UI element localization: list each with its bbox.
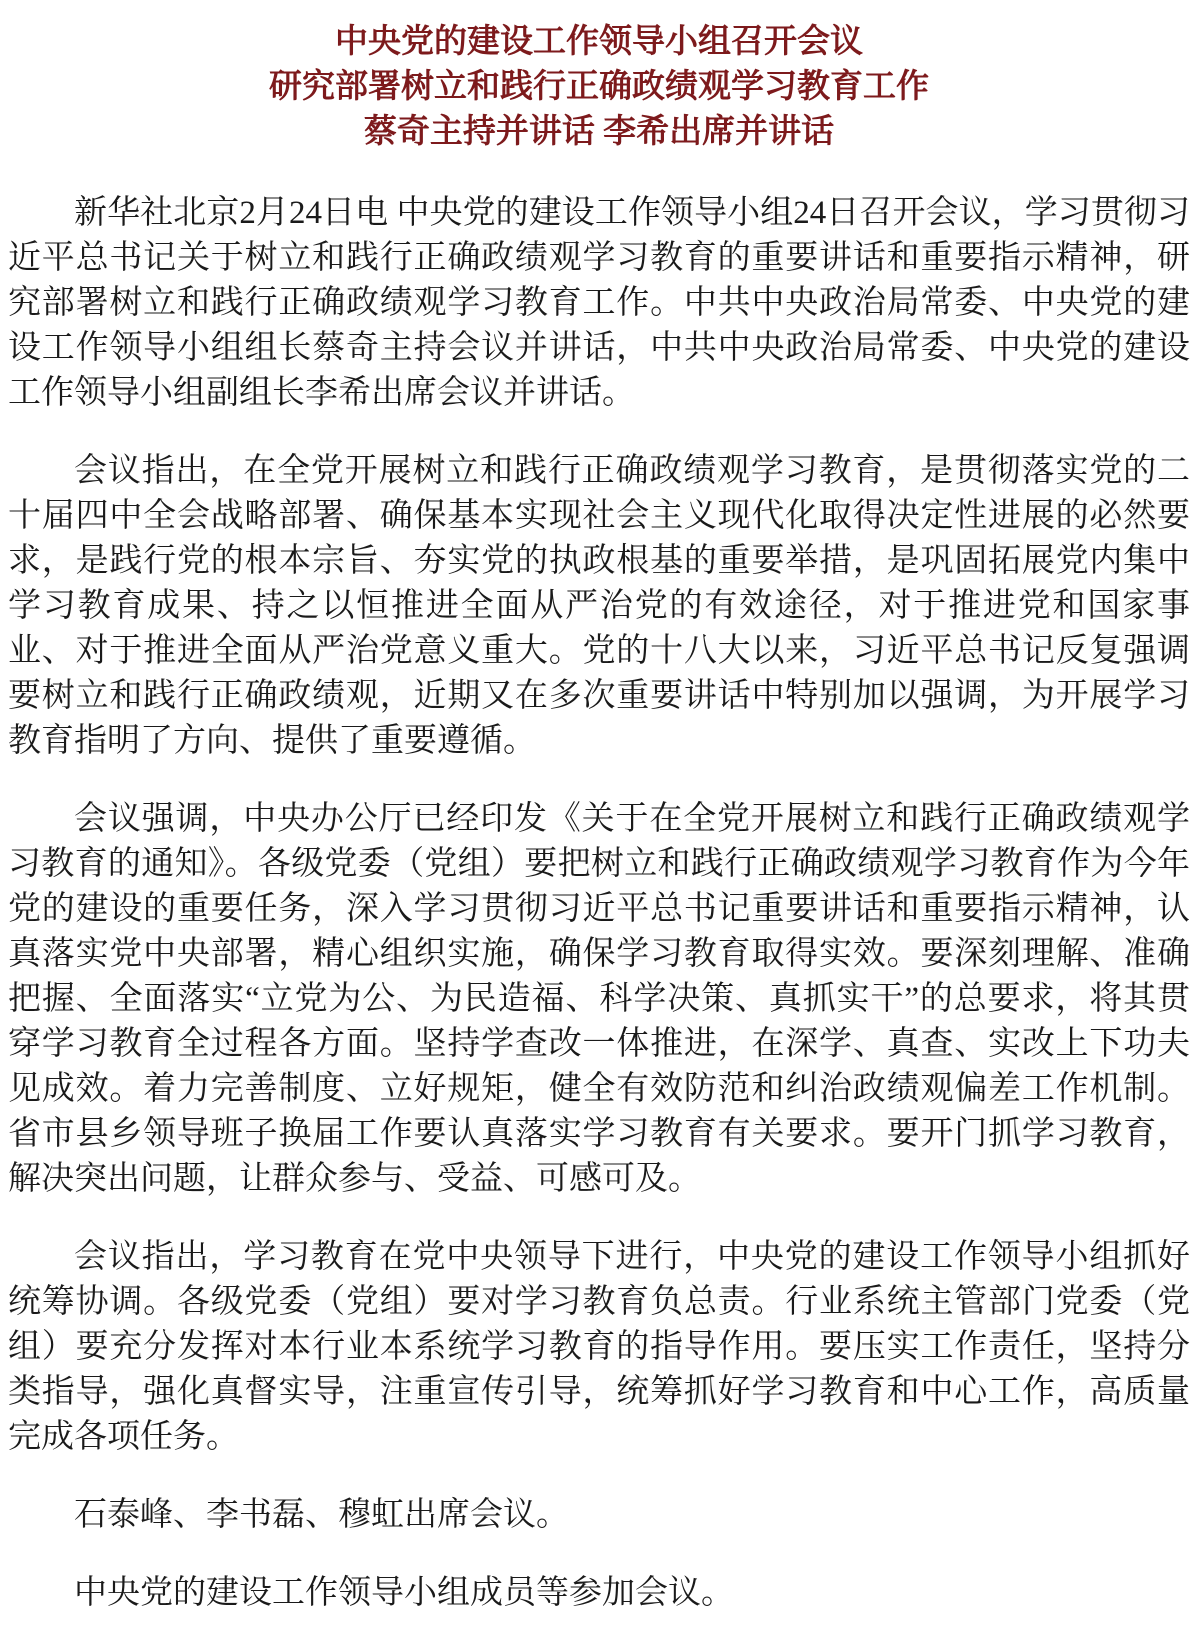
headline-line-2: 研究部署树立和践行正确政绩观学习教育工作 [269, 69, 929, 105]
headline-line-1: 中央党的建设工作领导小组召开会议 [335, 24, 863, 60]
paragraph-attendees: 石泰峰、李书磊、穆虹出席会议。 [74, 1497, 569, 1533]
article-body [8, 191, 1190, 1616]
paragraph-group-members: 中央党的建设工作领导小组成员等参加会议。 [74, 1575, 734, 1611]
paragraph-dateline-lead: 新华社北京2月24日电 中央党的建设工作领导小组24日召开会议，学习贯彻习近平总书记关于树立和践行正确政绩观学习教育的重要讲话和重要指示精神，研究部署树立和践行正确政绩观学习教育工作。中共中央政治局常委、中央党的建设工作领导小组组长蔡奇主持会议并讲话，中共中央政治局常委、中央党的建设工作领导小组副组长李希出席会议并讲话。 [8, 195, 1190, 411]
paragraph-meeting-emphasized: 会议强调，中央办公厅已经印发《关于在全党开展树立和践行正确政绩观学习教育的通知》。各级党委（党组）要把树立和践行正确政绩观学习教育作为今年党的建设的重要任务，深入学习贯彻习近平总书记重要讲话和重要指示精神，认真落实党中央部署，精心组织实施，确保学习教育取得实效。要深刻理解、准确把握、全面落实“立党为公、为民造福、科学决策、真抓实干”的总要求，将其贯穿学习教育全过程各方面。坚持学查改一体推进，在深学、真查、实改上下功夫见成效。着力完善制度、立好规矩，健全有效防范和纠治政绩观偏差工作机制。省市县乡领导班子换届工作要认真落实学习教育有关要求。要开门抓学习教育，解决突出问题，让群众参与、受益、可感可及。 [8, 801, 1190, 1197]
paragraph-meeting-coordination: 会议指出，学习教育在党中央领导下进行，中央党的建设工作领导小组抓好统筹协调。各级党委（党组）要对学习教育负总责。行业系统主管部门党委（党组）要充分发挥对本行业本系统学习教育的指导作用。要压实工作责任，坚持分类指导，强化真督实导，注重宣传引导，统筹抓好学习教育和中心工作，高质量完成各项任务。 [8, 1239, 1190, 1455]
headline-line-3: 蔡奇主持并讲话 李希出席并讲话 [363, 114, 835, 150]
article-headline [8, 20, 1190, 155]
paragraph-meeting-pointed-out: 会议指出，在全党开展树立和践行正确政绩观学习教育，是贯彻落实党的二十届四中全会战略部署、确保基本实现社会主义现代化取得决定性进展的必然要求，是践行党的根本宗旨、夯实党的执政根基的重要举措，是巩固拓展党内集中学习教育成果、持之以恒推进全面从严治党的有效途径，对于推进党和国家事业、对于推进全面从严治党意义重大。党的十八大以来，习近平总书记反复强调要树立和践行正确政绩观，近期又在多次重要讲话中特别加以强调，为开展学习教育指明了方向、提供了重要遵循。 [8, 453, 1190, 759]
